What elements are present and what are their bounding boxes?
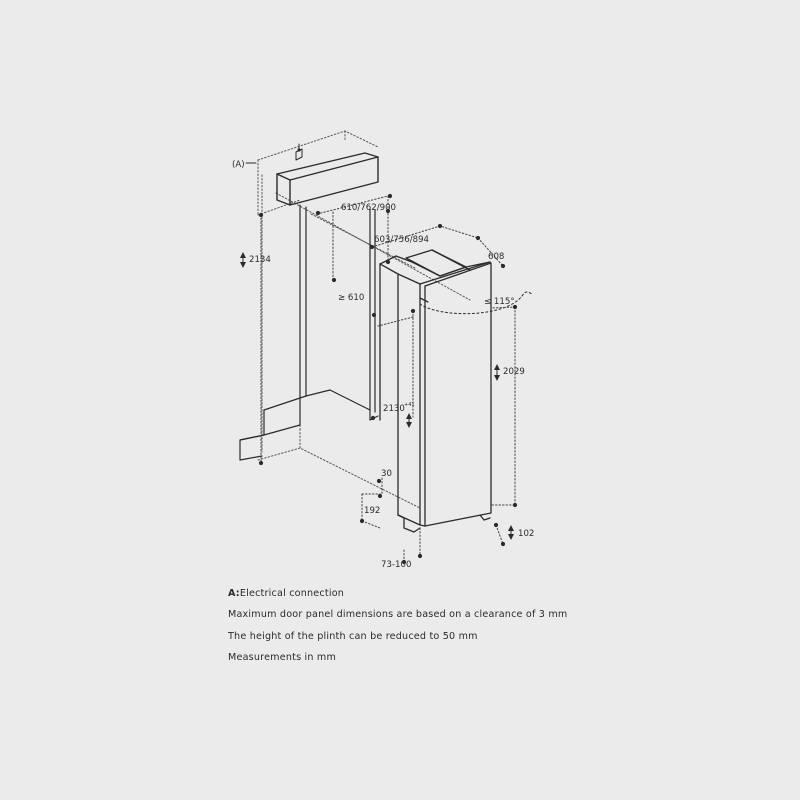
connection-marker-label: (A) <box>232 160 245 170</box>
dimension-arrows <box>240 252 514 540</box>
diagram-notes <box>228 583 688 668</box>
plinth-height-label: 102 <box>518 529 535 539</box>
niche-width-label: 610/762/900 <box>341 203 396 213</box>
note-door-panel: Maximum door panel dimensions are based on a clearance of 3 mm <box>228 609 568 621</box>
appliance-body <box>380 250 491 532</box>
niche-height-2-label: 2130 <box>383 404 405 414</box>
note-electrical-text: Electrical connection <box>239 588 345 599</box>
note-units: Measurements in mm <box>228 651 336 663</box>
niche-height-2-tolerance: +41 <box>404 402 415 408</box>
appliance-height-label: 2029 <box>503 367 525 377</box>
niche-depth-label: ≥ 610 <box>338 293 365 303</box>
note-plinth: The height of the plinth can be reduced to 50 mm <box>228 630 478 642</box>
vent-gap-label: 30 <box>381 469 392 479</box>
note-electrical <box>228 583 688 604</box>
plinth-depth-label: 192 <box>364 506 381 516</box>
opening-width-label: 603/756/894 <box>374 235 429 245</box>
niche-height-label: 2134 <box>249 255 271 265</box>
dimension-lines <box>261 196 515 562</box>
electrical-connection-socket <box>296 144 302 160</box>
plinth-setback-label: 73-100 <box>381 560 412 570</box>
note-electrical-key: A: <box>228 588 240 599</box>
appliance-width-label: 608 <box>488 252 505 262</box>
upper-cabinet <box>277 153 378 205</box>
door-angle-label: ≤ 115° <box>484 297 515 307</box>
